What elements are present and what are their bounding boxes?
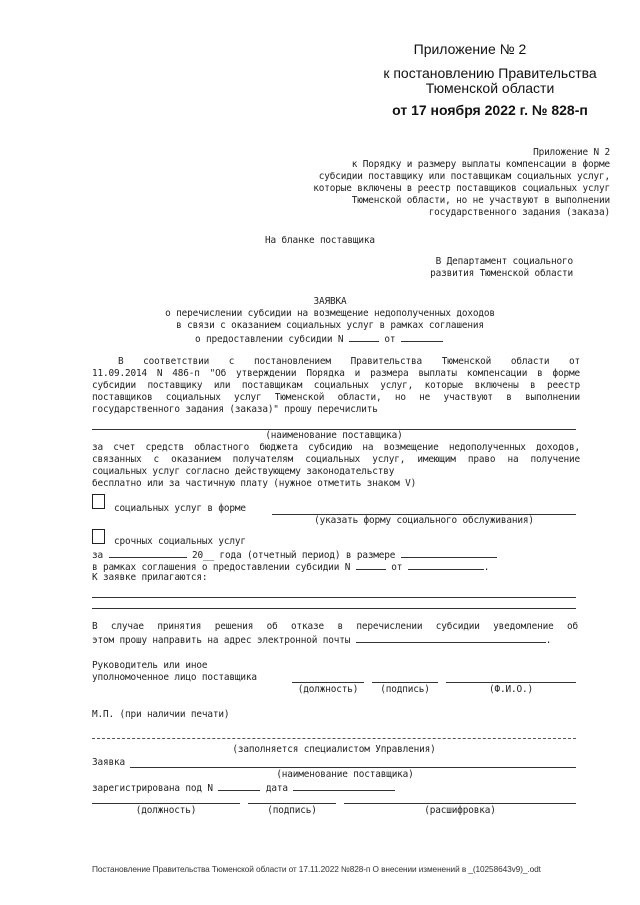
office-registered-label: зарегистрирована под N xyxy=(92,783,213,794)
signature-sign-line[interactable] xyxy=(372,682,438,683)
appendix-line-2: к Порядку и размеру выплаты компенсации в форме xyxy=(351,159,610,170)
header-to-resolution: к постановлению Правительства xyxy=(383,65,597,81)
option-form-checkbox[interactable] xyxy=(92,494,105,509)
signature-fio-line[interactable] xyxy=(446,682,576,683)
registration-date-field[interactable] xyxy=(293,781,395,791)
budget-last-line: бесплатно или за частичную плату (нужное отметить знаком V) xyxy=(92,478,417,489)
signature-fio-caption: (Ф.И.О.) xyxy=(489,684,533,695)
agreement-from-field[interactable] xyxy=(408,560,484,570)
refusal-line-1: В случае принятия решения об отказе в перечислении субсидии уведомление об xyxy=(92,621,578,632)
attachments-label: К заявке прилагаются: xyxy=(92,572,208,583)
stamp-note: М.П. (при наличии печати) xyxy=(92,709,230,720)
registration-number-field[interactable] xyxy=(218,781,260,791)
office-signature-line[interactable] xyxy=(248,803,336,804)
office-filled-by: (заполняется специалистом Управления) xyxy=(232,744,436,755)
email-field[interactable] xyxy=(356,633,546,643)
intro-paragraph: 11.09.2014 N 486-п "Об утверждении Порядка и размера выплаты компенсации в форме субсидии поставщику или поставщикам социальных услуг, которые включены в реестр поставщиков социальных услуг Тюменской области, но не участвуют в выполнении государственного задания (заказа)" прошу перечислить xyxy=(92,368,580,415)
signature-position-line[interactable] xyxy=(292,682,364,683)
office-position-line[interactable] xyxy=(92,803,240,804)
supplier-name-caption: (наименование поставщика) xyxy=(265,430,403,441)
addressee-line-1: В Департамент социального xyxy=(435,256,573,267)
header-appendix: Приложение № 2 xyxy=(413,41,527,57)
appendix-line-1: Приложение N 2 xyxy=(533,147,610,158)
appendix-line-3: субсидии поставщику или поставщикам социальных услуг, xyxy=(318,171,610,182)
signature-position-caption: (должность) xyxy=(297,684,359,695)
option-form-label: социальных услуг в форме xyxy=(114,503,246,514)
period-field[interactable] xyxy=(109,548,187,558)
title-agreement-number-label: о предоставлении субсидии N xyxy=(195,334,344,345)
agreement-label: в рамках соглашения о предоставлении субсидии N xyxy=(92,562,351,573)
page-footer: Постановление Правительства Тюменской области от 17.11.2022 №828-п О внесении изменений в _(10258643v9)_.odt xyxy=(92,864,541,874)
period-year-label: 20__ года (отчетный период) в размере xyxy=(192,550,396,561)
office-signature-caption: (подпись) xyxy=(267,805,317,816)
agreement-date-field[interactable] xyxy=(401,332,443,342)
agreement-line: в рамках соглашения о предоставлении субсидии N от . xyxy=(92,562,490,573)
appendix-line-6: государственного задания (заказа) xyxy=(428,207,610,218)
agreement-from-label: от xyxy=(391,562,403,573)
header-region: Тюменской области xyxy=(425,80,555,96)
signature-line-2: уполномоченное лицо поставщика xyxy=(92,672,257,683)
addressee-line-2: развития Тюменской области xyxy=(430,268,573,279)
office-application-label: Заявка xyxy=(92,757,125,768)
header-date-number: от 17 ноября 2022 г. № 828-п xyxy=(392,102,588,118)
office-registered-line xyxy=(92,781,395,795)
office-date-label: дата xyxy=(265,783,288,794)
signature-line-1: Руководитель или иное xyxy=(92,660,208,671)
office-supplier-line[interactable] xyxy=(130,767,576,768)
option-urgent-checkbox[interactable] xyxy=(92,529,105,544)
service-form-caption: (указать форму социального обслуживания) xyxy=(314,515,534,526)
letterhead-note: На бланке поставщика xyxy=(265,235,375,246)
refusal-email-label: этом прошу направить на адрес электронной почты xyxy=(92,635,351,646)
appendix-line-5: Тюменской области, но не участвуют в выполнении xyxy=(351,195,610,206)
attachments-line-2[interactable] xyxy=(92,608,576,609)
appendix-line-4: которые включены в реестр поставщиков социальных услуг xyxy=(313,183,610,194)
document-title: ЗАЯВКА xyxy=(313,296,347,307)
period-za-label: за xyxy=(92,550,103,561)
attachments-line-1[interactable] xyxy=(92,597,576,598)
agreement-n-field[interactable] xyxy=(356,560,386,570)
signature-sign-caption: (подпись) xyxy=(380,684,430,695)
budget-paragraph: за счет средств областного бюджета субсидию на возмещение недополученных доходов, связанных с оказанием получателям социальных услуг, имеющим право на получение социальных услуг согласно действующему законодательству xyxy=(92,442,580,477)
title-from-label: от xyxy=(384,334,396,345)
office-separator xyxy=(92,738,576,739)
office-position-caption: (должность) xyxy=(135,805,197,816)
title-line-1: о перечислении субсидии на возмещение недополученных доходов xyxy=(165,308,495,319)
agreement-number-field[interactable] xyxy=(349,332,379,342)
office-supplier-caption: (наименование поставщика) xyxy=(276,769,414,780)
title-line-3 xyxy=(195,332,443,346)
intro-first-line: В соответствии с постановлением Правительства Тюменской области от xyxy=(118,356,580,367)
office-decoding-line[interactable] xyxy=(344,803,576,804)
office-decoding-caption: (расшифровка) xyxy=(424,805,496,816)
refusal-line-2: этом прошу направить на адрес электронной почты . xyxy=(92,635,552,646)
option-urgent-label: срочных социальных услуг xyxy=(114,536,246,547)
amount-field[interactable] xyxy=(401,548,497,558)
title-line-2: в связи с оказанием социальных услуг в рамках соглашения xyxy=(176,320,484,331)
